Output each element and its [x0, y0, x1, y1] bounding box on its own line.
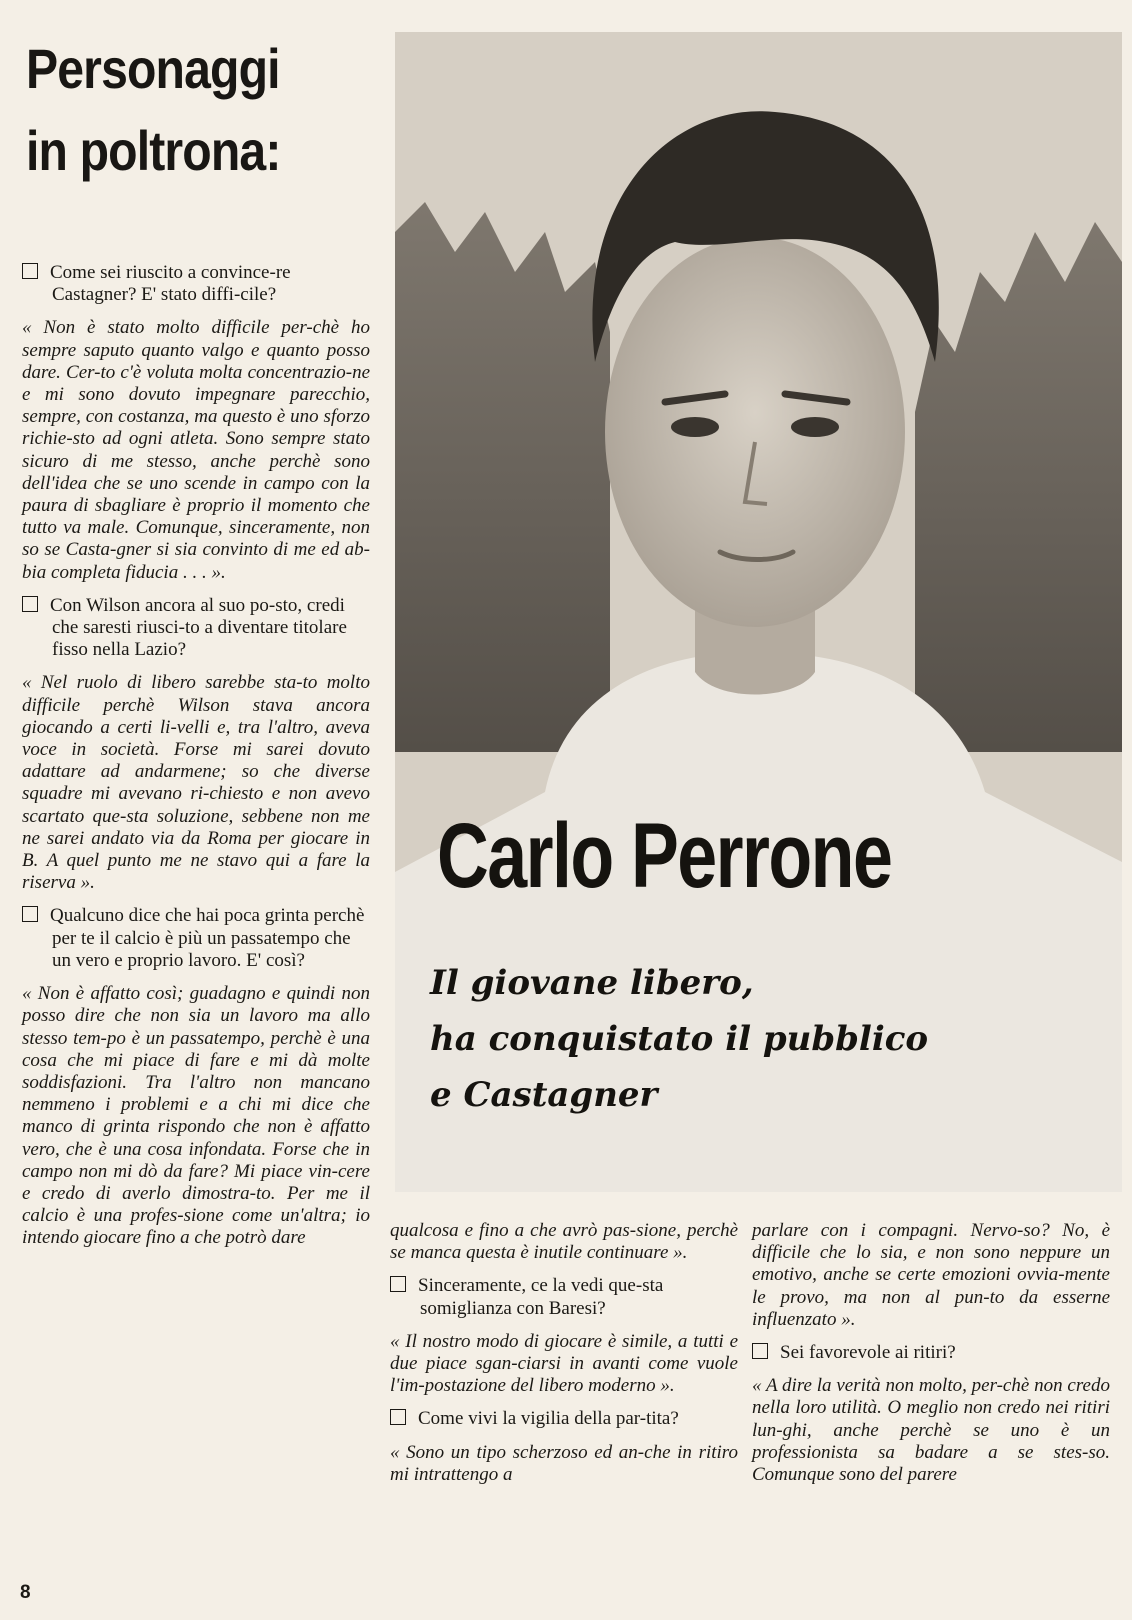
- checkbox-square-icon: [22, 263, 38, 279]
- subtitle-line-3: e Castagner: [430, 1075, 658, 1115]
- answer-paragraph: parlare con i compagni. Nervo-so? No, è difficile che lo sia, e non sono neppure un emotivo, anche se certe emozioni ovvia-mente le provo, ma non al pun-to da esserne influenzato ».: [752, 1220, 1110, 1330]
- answer-paragraph: qualcosa e fino a che avrò pas-sione, perchè se manca questa è inutile continuare ».: [390, 1220, 738, 1264]
- answer-paragraph: « Non è stato molto difficile per-chè ho sempre saputo quanto valgo e quanto posso dare. Cer-to c'è voluta molta concentrazio-ne e mi sono dovuto impegnare parecchio, sempre, con costanza, ma questo è uno sforzo richie-sto ad ogni atleta. Sono sempre stato sicuro di me stesso, anche perchè sono dell'idea che se uno scende in campo con la paura di sbagliare è proprio il momento che tutto va male. Comunque, sinceramente, non so se Casta-gner si sia convinto di me ed ab-bia completa fiducia . . . ».: [22, 317, 370, 583]
- question-paragraph: [22, 595, 370, 662]
- question-paragraph: [752, 1342, 1110, 1364]
- answer-paragraph: « Nel ruolo di libero sarebbe sta-to molto difficile perchè Wilson stava ancora giocando a certi li-velli e, tra l'altro, aveva voce in società. Forse mi sarei dovuto adattare ad andarmene; so che diverse squadre mi avevano ri-chiesto e non avevo scartato que-sta soluzione, sebbene non me ne sarei andato via da Roma per giocare in B. A quel punto me ne stavo qui a fare la riserva ».: [22, 672, 370, 894]
- question-paragraph: [390, 1408, 738, 1430]
- checkbox-square-icon: [390, 1276, 406, 1292]
- answer-paragraph: « Non è affatto così; guadagno e quindi non posso dire che non sia un lavoro ma allo stesso tem-po è un passatempo, perchè è una cosa che mi piace di fare e mi dà molte soddisfazioni. Tra l'altro non mancano nemmeno i problemi e a chi mi dice che manco di grinta rispondo che non è affatto vero, che è una cosa infondata. Forse che in campo non mi dò da fare? Mi piace vin-cere e credo di averlo dimostra-to. Per me il calcio è una profes-sione come un'altra; io intendo giocare fino a che potrò dare: [22, 983, 370, 1249]
- answer-paragraph: « A dire la verità non molto, per-chè non credo nella loro utilità. O meglio non credo nei ritiri lun-ghi, anche perchè se uno è un professionista sa badare a se stes-so. Comunque sono del parere: [752, 1375, 1110, 1486]
- checkbox-square-icon: [390, 1409, 406, 1425]
- answer-paragraph: « Sono un tipo scherzoso ed an-che in ritiro mi intrattengo a: [390, 1441, 738, 1485]
- question-text: Sinceramente, ce la vedi que-sta somiglianza con Baresi?: [418, 1275, 664, 1319]
- page-headline: [26, 28, 327, 192]
- question-text: Con Wilson ancora al suo po-sto, credi che saresti riusci-to a diventare titolare fisso nella Lazio?: [50, 594, 347, 661]
- checkbox-square-icon: [22, 906, 38, 922]
- article-column-2: [390, 1220, 738, 1497]
- player-name-title: Carlo Perrone: [437, 805, 892, 907]
- checkbox-square-icon: [752, 1343, 768, 1359]
- page-number: 8: [20, 1582, 31, 1603]
- question-paragraph: [22, 905, 370, 972]
- question-text: Come vivi la vigilia della par-tita?: [418, 1408, 679, 1430]
- headline-line-1: Personaggi: [26, 37, 280, 100]
- subtitle-tagline: [430, 955, 1110, 1123]
- question-paragraph: [390, 1275, 738, 1319]
- subtitle-line-2: ha conquistato il pubblico: [430, 1019, 929, 1059]
- subtitle-line-1: Il giovane libero,: [430, 963, 754, 1003]
- question-paragraph: [22, 262, 370, 306]
- answer-paragraph: « Il nostro modo di giocare è simile, a tutti e due piace sgan-ciarsi in avanti come vuole l'im-postazione del libero moderno ».: [390, 1330, 738, 1397]
- question-text: Qualcuno dice che hai poca grinta perchè per te il calcio è più un passatempo che un vero e proprio lavoro. E' così?: [50, 905, 365, 971]
- headline-line-2: in poltrona:: [26, 119, 281, 182]
- question-text: Sei favorevole ai ritiri?: [780, 1342, 956, 1364]
- article-column-3: [752, 1220, 1110, 1497]
- checkbox-square-icon: [22, 596, 38, 612]
- question-text: Come sei riuscito a convince-re Castagner? E' stato diffi-cile?: [50, 262, 291, 306]
- article-column-1: [22, 262, 370, 1261]
